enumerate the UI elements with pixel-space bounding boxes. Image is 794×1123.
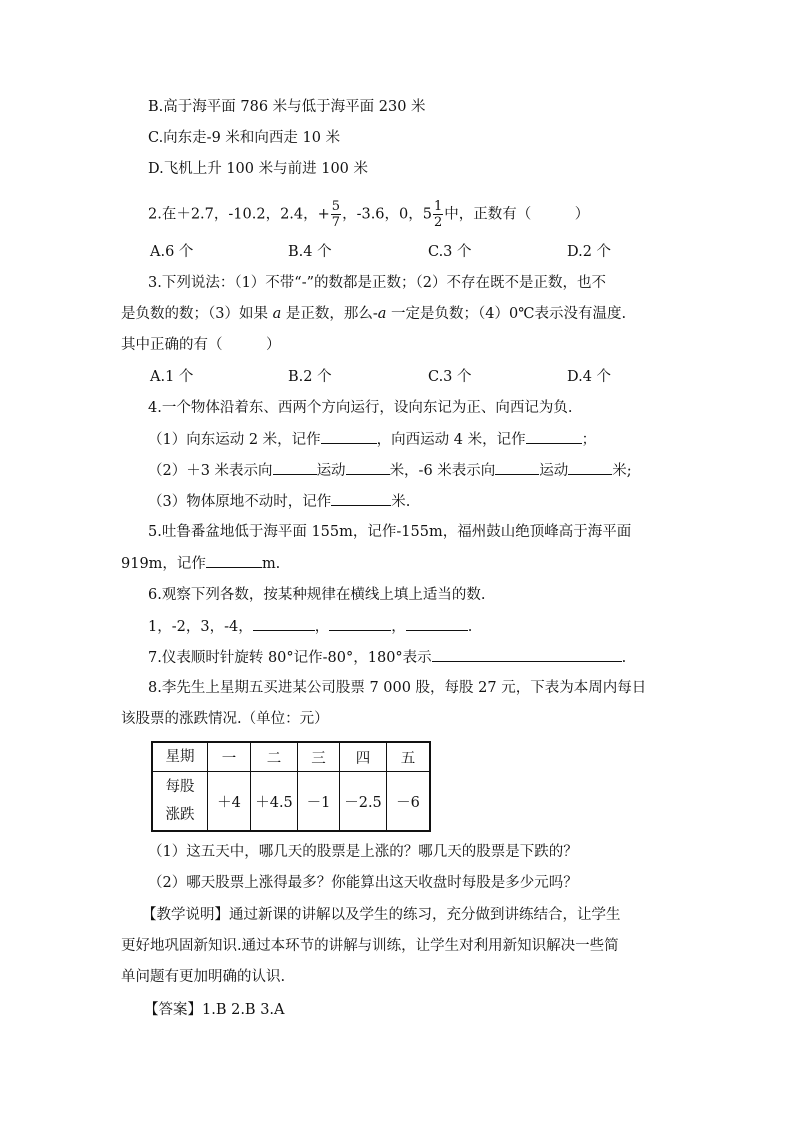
q6-text: ，: [314, 619, 330, 635]
q2-stem: [148, 199, 589, 230]
q4-text: 运动: [539, 463, 569, 479]
table-value-cell: －2.5: [340, 772, 387, 832]
answer-blank[interactable]: [526, 429, 582, 444]
q2-option-a: A.6 个: [150, 244, 194, 260]
q4-text: 米;: [612, 463, 632, 479]
teaching-note-line-2: 更好地巩固新知识.通过本环节的讲解与训练，让学生对利用新知识解决一些简: [121, 938, 619, 954]
answer-blank[interactable]: [321, 429, 377, 444]
q2-prefix: 2.在＋2.7，-10.2，2.4，+: [148, 206, 330, 223]
q4-part-2: [148, 460, 632, 481]
table-value-cell: ＋4.5: [251, 772, 298, 832]
q4-text: （2）＋3 米表示向: [148, 463, 273, 479]
q2-middle: ，-3.6，0，5: [342, 206, 432, 223]
q4-text: （3）物体原地不动时，记作: [148, 494, 332, 510]
q8-sub-1: （1）这五天中，哪几天的股票是上涨的？哪几天的股票是下跌的？: [148, 844, 578, 860]
answer-blank[interactable]: [273, 460, 317, 475]
table-header-row: [152, 742, 430, 772]
q3-option-a: A.1 个: [150, 369, 194, 385]
q8-sub-2: （2）哪天股票上涨得最多？你能算出这天收盘时每股是多少元吗？: [148, 875, 578, 891]
q3-option-c: C.3 个: [428, 369, 472, 385]
q4-text: ，向西运动 4 米，记作: [376, 432, 526, 448]
q4-part-3: [148, 491, 410, 512]
q7-text: 7.仪表顺时针旋转 80°记作-80°，180°表示: [148, 650, 432, 666]
q6-stem: 6.观察下列各数，按某种规律在横线上填上适当的数.: [148, 587, 486, 603]
q4-text: （1）向东运动 2 米，记作: [148, 432, 321, 448]
q4-text: 米，-6 米表示向: [389, 463, 496, 479]
teaching-note-line-3: 单问题有更加明确的认识.: [121, 969, 286, 985]
q2-option-b: B.4 个: [288, 244, 332, 260]
q5-text: m.: [261, 556, 281, 572]
table-value-cell: －6: [387, 772, 431, 832]
table-row-label: [152, 772, 208, 832]
q6-text: ，: [391, 619, 406, 635]
answer-blank[interactable]: [253, 616, 315, 631]
q5-text: 919m，记作: [121, 556, 206, 572]
table-day-cell: 五: [387, 742, 431, 772]
q1-option-d: D.飞机上升 100 米与前进 100 米: [148, 161, 369, 177]
q4-text: 米.: [391, 494, 411, 510]
q2-option-d: D.2 个: [567, 244, 612, 260]
q1-option-b: B.高于海平面 786 米与低于海平面 230 米: [148, 99, 426, 115]
table-day-cell: 二: [251, 742, 298, 772]
q8-line-1: 8.李先生上星期五买进某公司股票 7 000 股，每股 27 元，下表为本周内每日: [148, 680, 647, 696]
frac-numerator: 1: [434, 199, 443, 214]
q4-text: ；: [581, 432, 597, 448]
frac-denominator: 7: [331, 215, 341, 230]
answer-line: 【答案】1.B 2.B 3.A: [144, 1002, 285, 1018]
row-label-line: 每股: [165, 779, 195, 795]
q3-line-1: 3.下列说法：（1）不带“-”的数都是正数；（2）不存在既不是正数，也不: [148, 275, 607, 291]
answer-blank[interactable]: [329, 616, 391, 631]
q3-option-b: B.2 个: [288, 369, 332, 385]
q2-fraction-5-7: [331, 199, 341, 230]
table-header-label: 星期: [152, 742, 208, 772]
table-day-cell: 三: [298, 742, 340, 772]
answer-blank[interactable]: [568, 460, 612, 475]
q6-text: .: [467, 619, 473, 635]
q3-variable-a: a: [272, 306, 282, 322]
frac-numerator: 5: [331, 199, 341, 214]
stock-change-table: [151, 741, 431, 832]
q3-variable-a: a: [377, 306, 387, 322]
q2-option-c: C.3 个: [428, 244, 472, 260]
q3-line-2-part: 是负数的数；（3）如果: [121, 306, 273, 322]
q4-stem: 4.一个物体沿着东、西两个方向运行，设向东记为正、向西记为负.: [148, 400, 573, 416]
frac-denominator: 2: [434, 215, 443, 230]
q5-line-2: [121, 553, 280, 574]
teaching-note-line-1: 【教学说明】通过新课的讲解以及学生的练习，充分做到讲练结合，让学生: [142, 907, 621, 923]
q3-line-2-part: 是正数，那么-: [281, 306, 378, 322]
q1-option-c: C.向东走-9 米和向西走 10 米: [148, 130, 341, 146]
q4-text: 运动: [316, 463, 346, 479]
answer-blank[interactable]: [495, 460, 539, 475]
q3-line-3: 其中正确的有（ ）: [121, 337, 281, 353]
answer-blank[interactable]: [406, 616, 468, 631]
answer-blank[interactable]: [206, 553, 262, 568]
table-day-cell: 一: [208, 742, 251, 772]
q5-line-1: 5.吐鲁番盆地低于海平面 155m，记作-155m，福州鼓山绝顶峰高于海平面: [148, 524, 632, 540]
q3-line-2: [121, 304, 626, 324]
q2-fraction-1-2: [433, 199, 443, 230]
answer-blank[interactable]: [432, 647, 622, 662]
q3-option-d: D.4 个: [567, 369, 612, 385]
table-value-cell: －1: [298, 772, 340, 832]
table-day-cell: 四: [340, 742, 387, 772]
q2-suffix: 中，正数有（ ）: [444, 206, 590, 223]
answer-blank[interactable]: [346, 460, 390, 475]
q7-line: [148, 647, 626, 668]
q6-sequence: [148, 616, 472, 637]
q8-line-2: 该股票的涨跌情况.（单位：元）: [121, 711, 329, 727]
q7-text: .: [621, 650, 627, 666]
q4-part-1: [148, 429, 596, 450]
q3-line-2-part: 一定是负数；（4）0℃表示没有温度.: [386, 306, 627, 322]
table-value-cell: ＋4: [208, 772, 251, 832]
q6-text: 1，-2，3，-4，: [148, 619, 253, 635]
row-label-line: 涨跌: [165, 807, 195, 823]
table-row: [152, 772, 430, 832]
answer-blank[interactable]: [331, 491, 391, 506]
